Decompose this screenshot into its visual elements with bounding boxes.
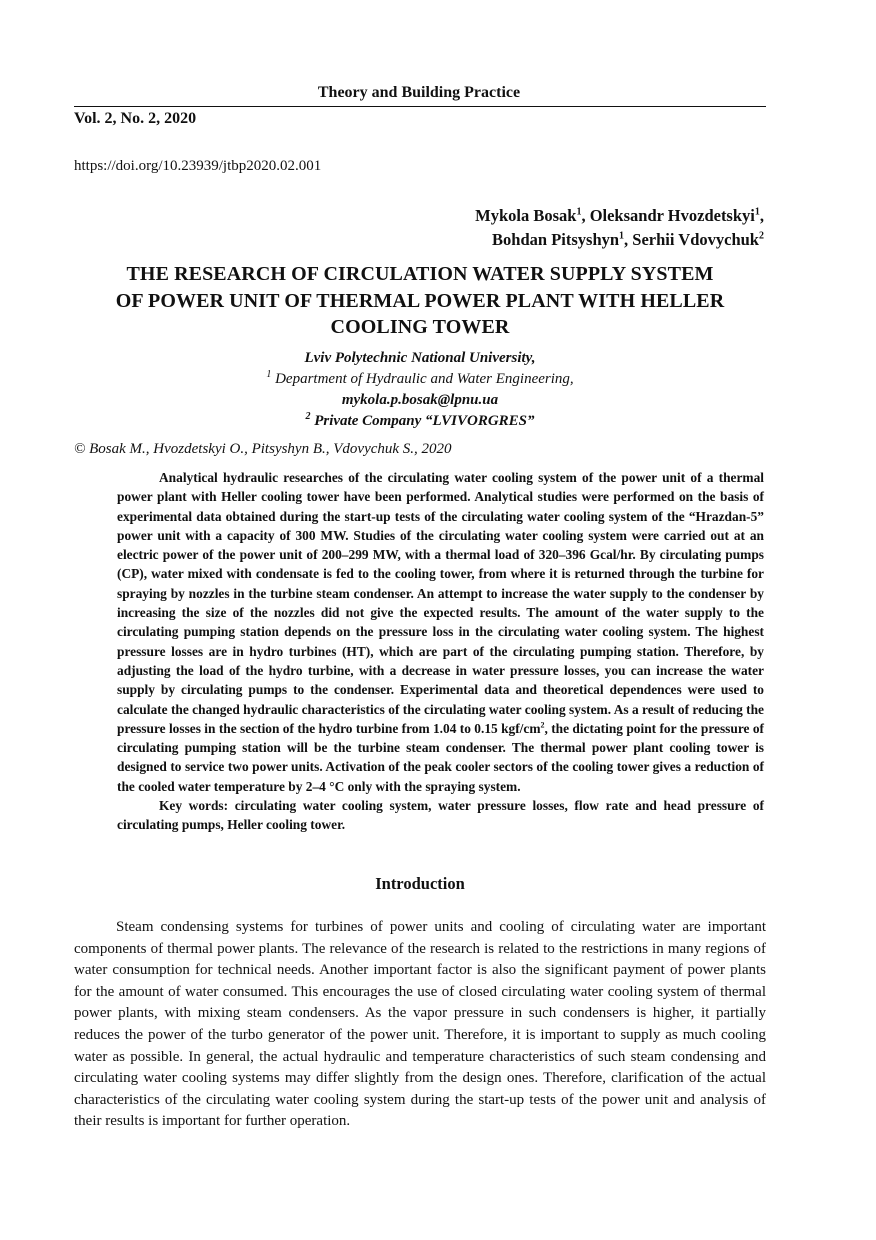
title-line: OF POWER UNIT OF THERMAL POWER PLANT WITH HELLER bbox=[115, 289, 725, 312]
author-name: Oleksandr Hvozdetskyi bbox=[589, 206, 755, 225]
author-list bbox=[475, 204, 764, 252]
author-name: Mykola Bosak bbox=[475, 206, 577, 225]
contact-email[interactable]: mykola.p.bosak@lpnu.ua bbox=[341, 392, 499, 408]
affiliation-block bbox=[74, 348, 766, 432]
journal-name: Theory and Building Practice bbox=[317, 84, 521, 101]
title-line: COOLING TOWER bbox=[330, 316, 510, 338]
author-affiliation-mark: 1 bbox=[619, 230, 625, 242]
author-affiliation-mark: 1 bbox=[576, 206, 582, 218]
university-name: Lviv Polytechnic National University, bbox=[304, 350, 536, 366]
abstract bbox=[117, 468, 764, 835]
author-name: Bohdan Pitsyshyn bbox=[492, 230, 620, 249]
volume-info: Vol. 2, No. 2, 2020 bbox=[74, 110, 197, 127]
introduction-body bbox=[74, 917, 766, 1133]
abstract-text-continued: , the dictating point for the pressure of circulating pumping station will be the turbine steam condenser. The thermal power plant cooling tower is designed to service two power units. Activation of the peak cooler sectors of the cooling tower gives a reduction of the cooled water temperature by 2–4 °C only with the spraying system. bbox=[117, 720, 764, 794]
company-name: Private Company “LVIVORGRES” bbox=[314, 413, 535, 429]
section-heading-introduction: Introduction bbox=[375, 874, 465, 893]
company-line bbox=[74, 411, 766, 432]
header-divider bbox=[74, 106, 766, 107]
author-separator: , bbox=[759, 206, 764, 225]
abstract-paragraph bbox=[117, 468, 764, 796]
keywords: Key words: circulating water cooling system, water pressure losses, flow rate and head pressure of circulating pumps, Heller cooling tower. bbox=[117, 798, 764, 833]
department-line bbox=[74, 369, 766, 390]
body-paragraph: Steam condensing systems for turbines of power units and cooling of circulating water are important components of thermal power plants. The relevance of the research is related to the restrictions in many regions of water consumption for technical needs. Another important factor is also the significant payment of power plants for the amount of water consumed. This encourages the use of closed circulating water cooling system of thermal power plants, with mixing steam condensers. As the vapor pressure in such condensers is higher, it partially reduces the power of the turbo generator of the power unit. Therefore, it is important to supply as much cooling water as possible. In general, the actual hydraulic and temperature characteristics of such steam condensing and circulating water cooling systems may differ slightly from the design ones. Therefore, clarification of the actual characteristics of the circulating water cooling system during the start-up tests of the power unit and analysis of their results is important for further operation. bbox=[74, 919, 766, 1130]
title-line: THE RESEARCH OF CIRCULATION WATER SUPPLY SYSTEM bbox=[126, 263, 714, 285]
author-line-2 bbox=[475, 228, 764, 252]
department-name: Department of Hydraulic and Water Engineering, bbox=[275, 371, 574, 387]
author-name: Serhii Vdovychuk bbox=[632, 230, 759, 249]
author-affiliation-mark: 2 bbox=[759, 230, 764, 242]
affiliation-mark: 2 bbox=[305, 411, 311, 422]
author-affiliation-mark: 1 bbox=[754, 206, 760, 218]
affiliation-mark: 1 bbox=[266, 369, 272, 380]
author-line-1 bbox=[475, 204, 764, 228]
author-separator: , bbox=[624, 230, 633, 249]
author-separator: , bbox=[581, 206, 590, 225]
copyright-notice: © Bosak M., Hvozdetskyi O., Pitsyshyn B., Vdovychuk S., 2020 bbox=[74, 441, 452, 457]
abstract-text: Analytical hydraulic researches of the circulating water cooling system of the power unit of a thermal power plant with Heller cooling tower have been performed. Analytical studies were performed on the basis of experimental data obtained during the start-up tests of the circulating water cooling system of the “Hrazdan-5” power unit with a capacity of 300 MW. Studies of the circulating water cooling system were carried out at an electric power of the power unit of 200–299 MW, with a thermal load of 320–396 Gcal/hr. By circulating pumps (CP), water mixed with condensate is fed to the cooling tower, from where it is returned through the turbine for spraying by nozzles in the turbine steam condenser. An attempt to increase the water supply to the condenser by increasing the size of the nozzles did not give the expected results. The amount of the water supply to the circulating pumping station depends on the pressure loss in the circulating water cooling system. The highest pressure losses are in hydro turbines (HT), which are part of the circulating pumping station. Therefore, by adjusting the load of the hydro turbine, with a decrease in water pressure losses, you can increase the water supply by circulating pumps to the condenser. Experimental data and theoretical dependences were used to calculate the changed hydraulic characteristics of the circulating water cooling system. As a result of reducing the pressure losses in the section of the hydro turbine from 1.04 to 0.15 kgf/cm bbox=[117, 470, 764, 736]
doi-link[interactable]: https://doi.org/10.23939/jtbp2020.02.001 bbox=[74, 158, 322, 174]
paper-title bbox=[90, 261, 750, 341]
unit-superscript: 2 bbox=[540, 720, 545, 730]
